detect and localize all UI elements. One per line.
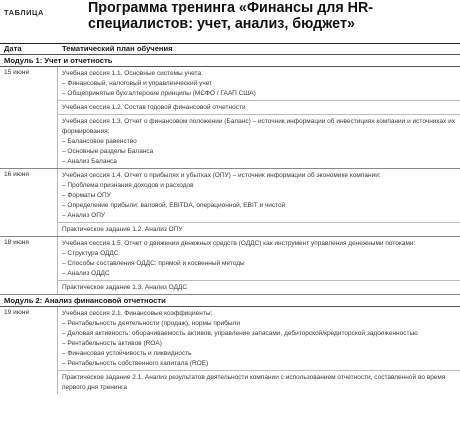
- list-item: – Анализ ОПУ: [62, 212, 106, 219]
- row-date: 16 июня: [0, 169, 58, 236]
- practical-task: [58, 281, 460, 294]
- session-block: [58, 101, 460, 115]
- row-plan: [58, 67, 460, 168]
- list-item: – Структура ОДДС: [62, 250, 119, 257]
- list-item: – Способы составления ОДДС: прямой и косвенный методы: [62, 260, 245, 267]
- list-item: – Проблема признания доходов и расходов: [62, 182, 194, 189]
- column-header-plan: Тематический план обучения: [62, 44, 173, 53]
- list-item: – Рентабельность активов (ROA): [62, 340, 162, 347]
- list-item: – Финансовая устойчивость и ликвидность: [62, 350, 192, 357]
- row-date: 18 июня: [0, 237, 58, 294]
- list-item: – Рентабельность собственного капитала (ROE): [62, 360, 209, 367]
- session-block: [58, 67, 460, 101]
- session-block: [58, 169, 460, 223]
- session-title: Учебная сессия 1.2. Состав годовой финансовой отчетности: [62, 104, 246, 111]
- task-title: Практическое задание 2.1. Анализ результатов деятельности компании с использованием отчетности, составленной во время первого дня тренинга: [62, 374, 446, 391]
- table-row: [0, 237, 460, 295]
- list-item: – Форматы ОПУ: [62, 192, 111, 199]
- table-label: ТАБЛИЦА: [4, 8, 44, 17]
- practical-task: [58, 223, 460, 236]
- session-title: Учебная сессия 2.1. Финансовые коэффициенты:: [62, 310, 213, 317]
- session-title: Учебная сессия 1.1. Основные системы учета:: [62, 70, 203, 77]
- module-2-heading: Модуль 2: Анализ финансовой отчетности: [0, 295, 460, 307]
- row-plan: [58, 237, 460, 294]
- module-1-heading: Модуль 1: Учет и отчетность: [0, 55, 460, 67]
- list-item: – Основные разделы Баланса: [62, 148, 154, 155]
- page-title: Программа тренинга «Финансы для HR-специалистов: учет, анализ, бюджет»: [88, 0, 374, 32]
- session-block: [58, 307, 460, 371]
- row-date: 15 июня: [0, 67, 58, 168]
- table-header: [0, 43, 460, 55]
- table-row: [0, 169, 460, 237]
- column-header-date: Дата: [4, 44, 22, 53]
- session-title: Учебная сессия 1.4. Отчет о прибылях и убытках (ОПУ) – источник информации об экономике компании:: [62, 172, 381, 179]
- list-item: – Анализ ОДДС: [62, 270, 110, 277]
- list-item: – Финансовый, налоговый и управленческий учет: [62, 80, 213, 87]
- table-row: [0, 307, 460, 394]
- practical-task: [58, 371, 460, 394]
- list-item: – Деловая активность: оборачиваемость активов, управление запасами, дебиторской/кредиторской задолженностью: [62, 330, 418, 337]
- session-block: [58, 237, 460, 281]
- session-title: Учебная сессия 1.5. Отчет о движении денежных средств (ОДДС) как инструмент управления денежными потоками:: [62, 240, 416, 247]
- row-date: 19 июня: [0, 307, 58, 394]
- training-table: [0, 43, 460, 394]
- task-title: Практическое задание 1.3. Анализ ОДДС: [62, 284, 188, 291]
- session-title: Учебная сессия 1.3. Отчет о финансовом положении (Баланс) – источник информации об инвестициях компании и источниках их формирования:: [62, 118, 455, 135]
- list-item: – Рентабельность деятельности (продаж), нормы прибыли: [62, 320, 240, 327]
- list-item: – Анализ Баланса: [62, 158, 117, 165]
- row-plan: [58, 169, 460, 236]
- session-block: [58, 115, 460, 168]
- table-row: [0, 67, 460, 169]
- list-item: – Определение прибыли: валовой, EBITDA, операционной, EBIT и чистой: [62, 202, 286, 209]
- row-plan: [58, 307, 460, 394]
- header: [0, 0, 460, 42]
- task-title: Практическое задание 1.2. Анализ ОПУ: [62, 226, 183, 233]
- list-item: – Общепринятые бухгалтерские принципы (МСФО / ГААП США): [62, 90, 256, 97]
- list-item: – Балансовое равенство: [62, 138, 137, 145]
